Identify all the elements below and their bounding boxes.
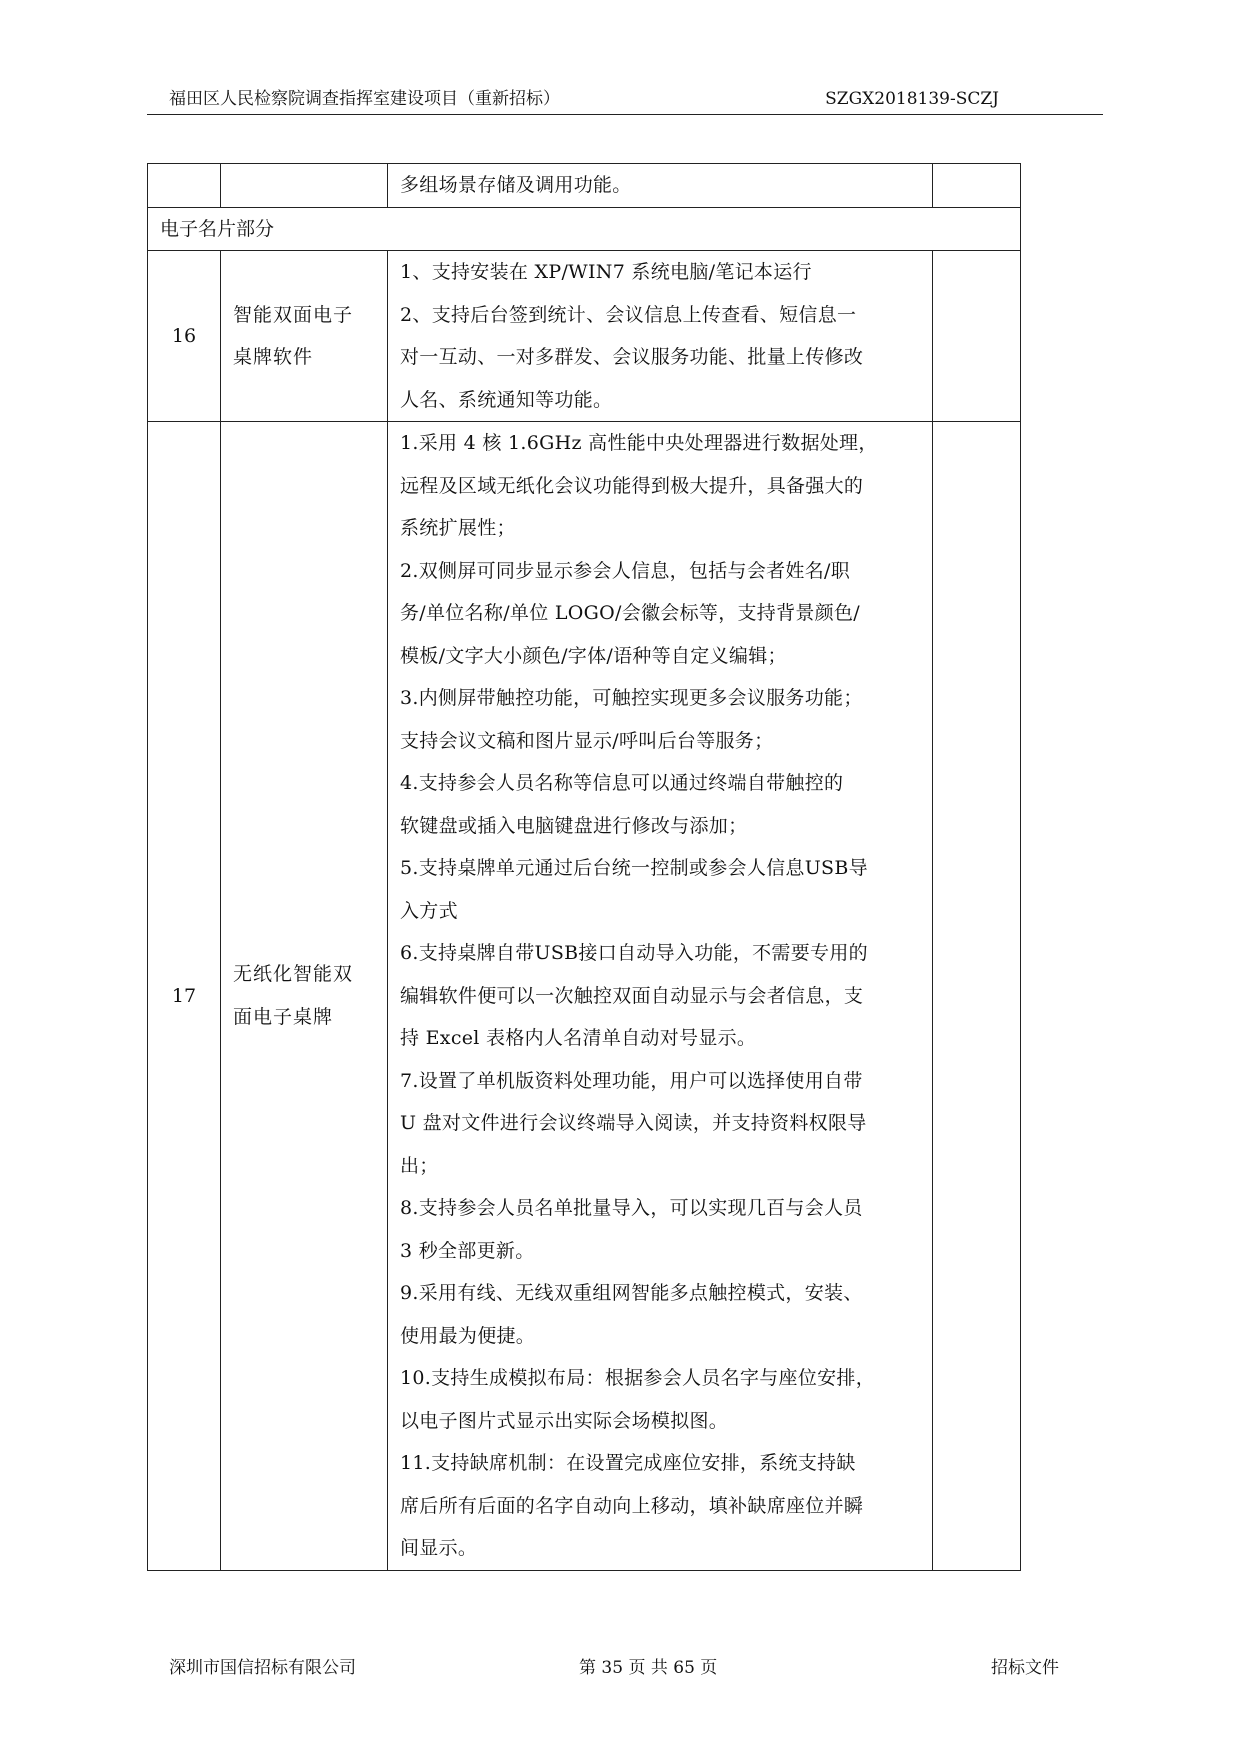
project-code: SZGX2018139-SCZJ	[825, 89, 999, 109]
table-cell	[933, 422, 1021, 1571]
table-cell	[933, 251, 1021, 422]
footer-company: 深圳市国信招标有限公司	[169, 1658, 356, 1678]
continuation-text: 多组场景存储及调用功能。	[388, 164, 933, 208]
project-title: 福田区人民检察院调查指挥室建设项目（重新招标）	[169, 89, 560, 109]
section-title: 电子名片部分	[148, 207, 1021, 251]
table-cell	[933, 164, 1021, 208]
item-number: 17	[148, 422, 221, 1571]
item-number: 16	[148, 251, 221, 422]
footer-doc-type: 招标文件	[991, 1658, 1059, 1678]
item-name: 智能双面电子 桌牌软件	[221, 251, 388, 422]
item-name: 无纸化智能双 面电子桌牌	[221, 422, 388, 1571]
table-row	[148, 422, 1021, 1571]
item-description: 1、支持安装在 XP/WIN7 系统电脑/笔记本运行 2、支持后台签到统计、会议信息上传查看、短信息一 对一互动、一对多群发、会议服务功能、批量上传修改 人名、系统通知等功能。	[388, 251, 933, 422]
table-cell	[148, 164, 221, 208]
page-header	[147, 88, 1103, 115]
table-cell	[221, 164, 388, 208]
table-row	[148, 251, 1021, 422]
section-row	[148, 207, 1021, 251]
spec-table	[147, 163, 1021, 1571]
page-footer	[147, 1657, 1059, 1683]
page-number: 第 35 页 共 65 页	[579, 1658, 718, 1678]
table-row	[148, 164, 1021, 208]
item-description: 1.采用 4 核 1.6GHz 高性能中央处理器进行数据处理， 远程及区域无纸化会议功能得到极大提升，具备强大的 系统扩展性； 2.双侧屏可同步显示参会人信息，包括与会者姓名/职 务/单位名称/单位 LOGO/会徽会标等，支持背景颜色/ 模板/文字大小颜色/字体/语种等自定义编辑； 3.内侧屏带触控功能，可触控实现更多会议服务功能； 支持会议文稿和图片显示/呼叫后台等服务； 4.支持参会人员名称等信息可以通过终端自带触控的 软键盘或插入电脑键盘进行修改与添加； 5.支持桌牌单元通过后台统一控制或参会人信息USB导 入方式 6.支持桌牌自带USB接口自动导入功能，不需要专用的 编辑软件便可以一次触控双面自动显示与会者信息，支 持 Excel 表格内人名清单自动对号显示。 7.设置了单机版资料处理功能，用户可以选择使用自带 U 盘对文件进行会议终端导入阅读，并支持资料权限导 出； 8.支持参会人员名单批量导入，可以实现几百与会人员 3 秒全部更新。 9.采用有线、无线双重组网智能多点触控模式，安装、 使用最为便捷。 10.支持生成模拟布局：根据参会人员名字与座位安排， 以电子图片式显示出实际会场模拟图。 11.支持缺席机制：在设置完成座位安排，系统支持缺 席后所有后面的名字自动向上移动，填补缺席座位并瞬 间显示。	[388, 422, 933, 1571]
